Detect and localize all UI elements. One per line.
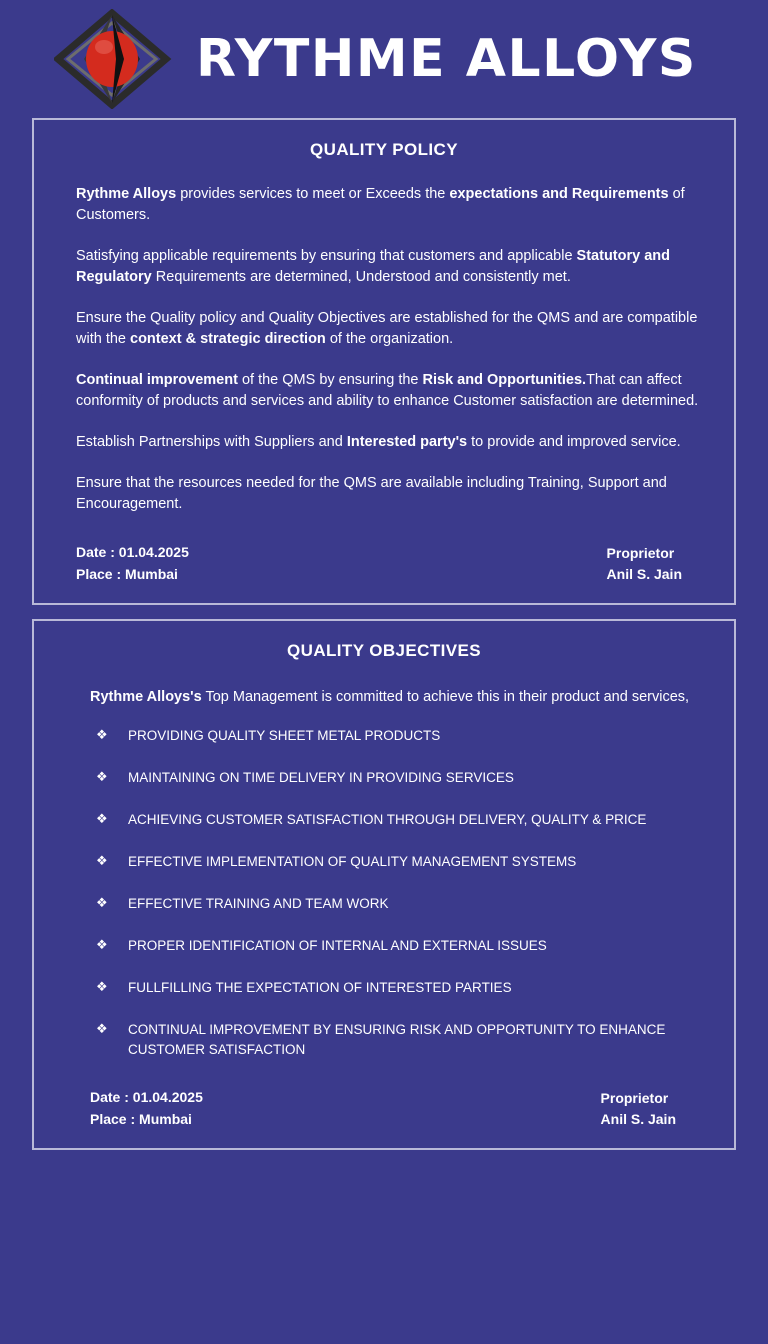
objectives-sign-name: Anil S. Jain: [600, 1111, 676, 1127]
policy-paragraph: [56, 370, 712, 412]
emphasis-text: context & strategic direction: [130, 331, 326, 347]
policy-date: Date : 01.04.2025: [76, 544, 189, 560]
quality-objectives-panel: [32, 619, 736, 1150]
policy-signature: [607, 543, 682, 585]
policy-paragraph: [56, 184, 712, 226]
objectives-intro: [56, 687, 712, 708]
company-name: RYTHME ALLOYS: [196, 29, 697, 89]
objective-item: [96, 768, 702, 788]
objective-item: [96, 1020, 702, 1060]
objective-item: [96, 894, 702, 914]
emphasis-text: Risk and Opportunities.: [422, 372, 587, 388]
objectives-sign-block: [56, 1086, 712, 1130]
quality-policy-title: QUALITY POLICY: [310, 140, 458, 159]
objective-item: [96, 852, 702, 872]
body-text: Requirements are determined, Understood and consistently met.: [151, 269, 571, 285]
emphasis-text: Statutory and Regulatory: [76, 248, 670, 285]
objectives-signature: [601, 1088, 676, 1130]
diamond-bullet-icon: ❖: [96, 937, 108, 952]
policy-paragraph: [56, 308, 712, 350]
body-text: Ensure the Quality policy and Quality Objectives are established for the QMS and are compatible with the: [76, 310, 698, 347]
objective-item: [96, 936, 702, 956]
body-text: Top Management is committed to achieve this in their product and services,: [201, 689, 690, 705]
emphasis-text: Interested party's: [346, 434, 468, 450]
body-text: Establish Partnerships with Suppliers and: [76, 434, 347, 450]
diamond-bullet-icon: ❖: [96, 811, 108, 826]
document-header: [32, 0, 736, 118]
quality-policy-panel: [32, 118, 736, 605]
policy-paragraph: [56, 473, 712, 515]
policy-sign-role: Proprietor: [606, 545, 675, 561]
diamond-bullet-icon: ❖: [96, 1021, 108, 1036]
policy-paragraph: [56, 246, 712, 288]
body-text: to provide and improved service.: [467, 434, 681, 450]
objective-item-label: PROPER IDENTIFICATION OF INTERNAL AND EXTERNAL ISSUES: [128, 938, 547, 953]
objective-item-label: EFFECTIVE TRAINING AND TEAM WORK: [128, 896, 389, 911]
diamond-sphere-logo-icon: [54, 9, 174, 109]
emphasis-text: expectations and Requirements: [449, 186, 669, 202]
body-text: of the QMS by ensuring the: [237, 372, 423, 388]
diamond-bullet-icon: ❖: [96, 853, 108, 868]
quality-objectives-title: QUALITY OBJECTIVES: [287, 641, 481, 660]
policy-paragraph: [56, 432, 712, 453]
body-text: of the organization.: [325, 331, 454, 347]
objectives-list: [56, 726, 712, 1060]
diamond-bullet-icon: ❖: [96, 769, 108, 784]
emphasis-text: Rythme Alloys's: [90, 689, 202, 705]
diamond-bullet-icon: ❖: [96, 727, 108, 742]
objectives-date-place: [90, 1086, 203, 1130]
objectives-place: Place : Mumbai: [90, 1111, 192, 1127]
objective-item: [96, 726, 702, 746]
body-text: That can affect conformity of products and services and ability to enhance Customer satisfaction are determined.: [76, 372, 699, 409]
body-text: Satisfying applicable requirements by ensuring that customers and applicable: [76, 248, 577, 264]
objective-item-label: MAINTAINING ON TIME DELIVERY IN PROVIDING SERVICES: [128, 770, 514, 785]
objective-item-label: CONTINUAL IMPROVEMENT BY ENSURING RISK AND OPPORTUNITY TO ENHANCE CUSTOMER SATISFACTION: [128, 1022, 666, 1057]
objective-item-label: EFFECTIVE IMPLEMENTATION OF QUALITY MANAGEMENT SYSTEMS: [128, 854, 577, 869]
objective-item: [96, 810, 702, 830]
body-text: Ensure that the resources needed for the QMS are available including Training, Support and Encouragement.: [76, 475, 667, 512]
objective-item: [96, 978, 702, 998]
objectives-date: Date : 01.04.2025: [90, 1089, 203, 1105]
emphasis-text: Continual improvement: [76, 372, 238, 388]
objective-item-label: ACHIEVING CUSTOMER SATISFACTION THROUGH DELIVERY, QUALITY & PRICE: [128, 812, 647, 827]
objectives-sign-role: Proprietor: [600, 1090, 669, 1106]
policy-place: Place : Mumbai: [76, 566, 178, 582]
emphasis-text: Rythme Alloys: [76, 186, 177, 202]
body-text: provides services to meet or Exceeds the: [176, 186, 450, 202]
diamond-bullet-icon: ❖: [96, 979, 108, 994]
policy-sign-block: [56, 541, 712, 585]
policy-date-place: [76, 541, 189, 585]
policy-sign-name: Anil S. Jain: [606, 566, 682, 582]
diamond-bullet-icon: ❖: [96, 895, 108, 910]
objective-item-label: PROVIDING QUALITY SHEET METAL PRODUCTS: [128, 728, 441, 743]
body-text: of Customers.: [76, 186, 685, 223]
quality-policy-body: [56, 184, 712, 515]
objective-item-label: FULLFILLING THE EXPECTATION OF INTERESTED PARTIES: [128, 980, 512, 995]
